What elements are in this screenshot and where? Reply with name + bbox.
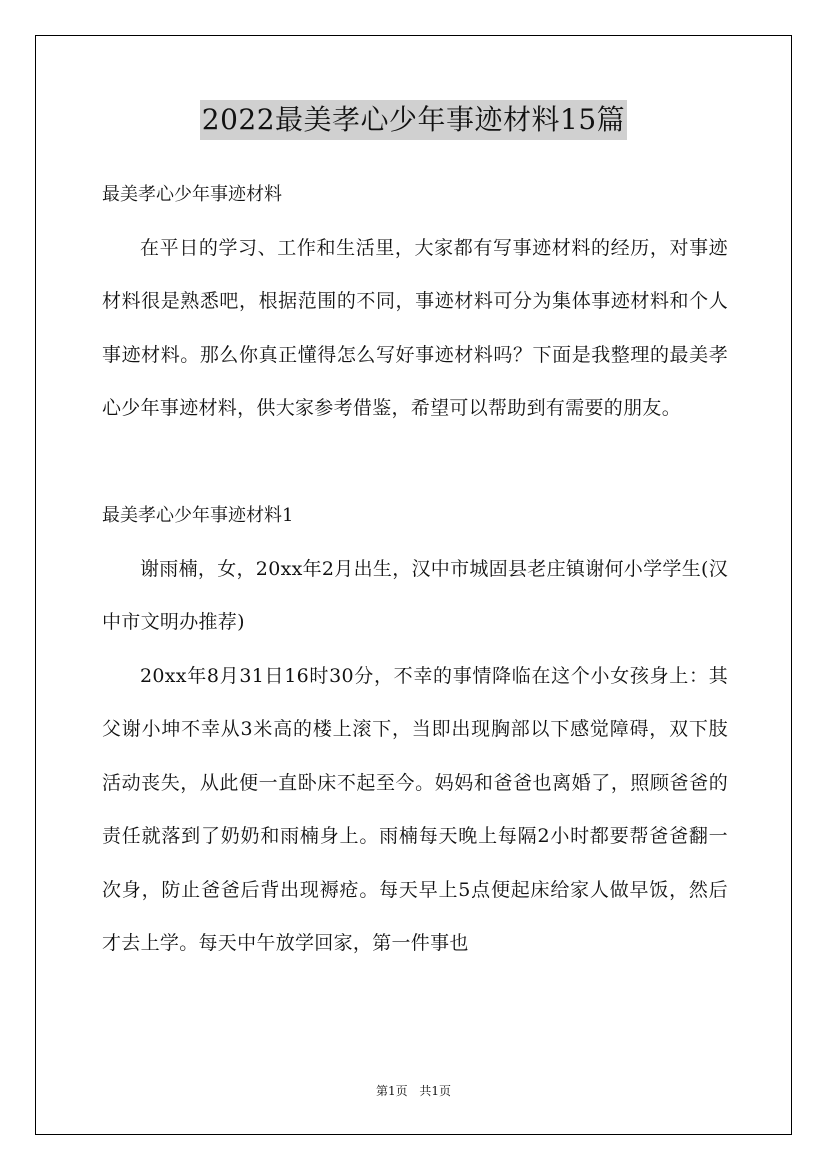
document-subtitle: 最美孝心少年事迹材料	[102, 184, 282, 205]
section-paragraph-1: 谢雨楠，女，20xx年2月出生，汉中市城固县老庄镇谢何小学学生(汉中市文明办推荐)	[102, 557, 729, 633]
title-container	[0, 100, 827, 140]
document-body	[102, 168, 728, 971]
document-title: 2022最美孝心少年事迹材料15篇	[200, 100, 627, 140]
section-heading: 最美孝心少年事迹材料1	[102, 505, 294, 526]
page-footer	[0, 1083, 827, 1099]
intro-paragraph: 在平日的学习、工作和生活里，大家都有写事迹材料的经历，对事迹材料很是熟悉吧，根据范围的不同，事迹材料可分为集体事迹材料和个人事迹材料。那么你真正懂得怎么写好事迹材料吗？下面是我整理的最美孝心少年事迹材料，供大家参考借鉴，希望可以帮助到有需要的朋友。	[102, 236, 728, 419]
total-pages: 共1页	[419, 1084, 452, 1098]
section-paragraph-2: 20xx年8月31日16时30分，不幸的事情降临在这个小女孩身上：其父谢小坤不幸从3米高的楼上滚下，当即出现胸部以下感觉障碍，双下肢活动丧失，从此便一直卧床不起至今。妈妈和爸爸也离婚了，照顾爸爸的责任就落到了奶奶和雨楠身上。雨楠每天晚上每隔2小时都要帮爸爸翻一次身，防止爸爸后背出现褥疮。每天早上5点便起床给家人做早饭，然后才去上学。每天中午放学回家，第一件事也	[102, 664, 728, 954]
page-number: 第1页	[375, 1084, 408, 1098]
section-gap	[102, 436, 728, 490]
